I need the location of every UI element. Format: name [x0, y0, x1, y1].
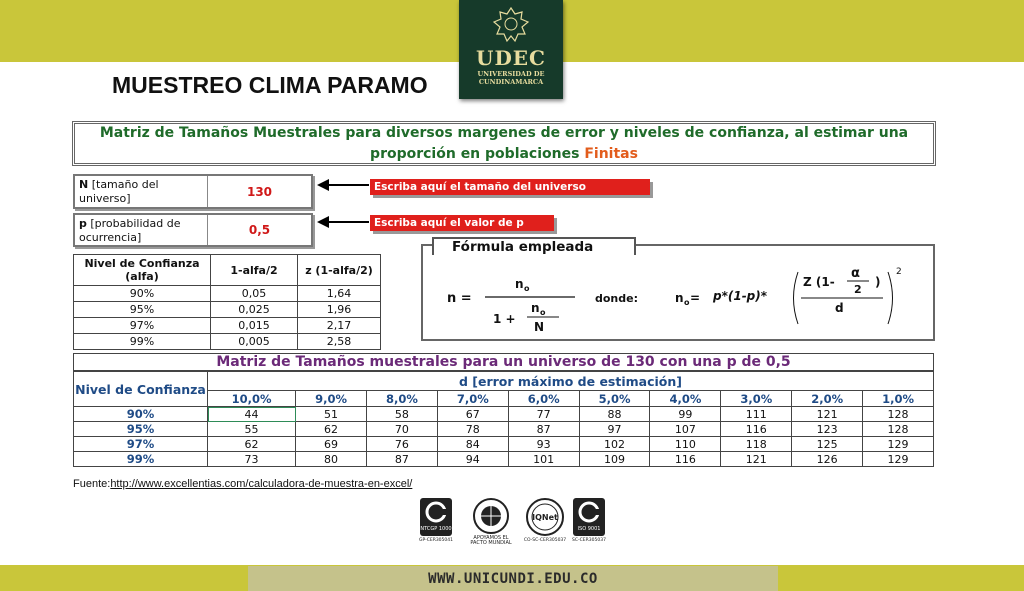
table-cell[interactable]: 80: [296, 452, 367, 467]
table-cell[interactable]: 77: [508, 407, 579, 422]
column-header: 4,0%: [650, 391, 721, 407]
table-cell[interactable]: 55: [208, 422, 296, 437]
table-cell[interactable]: 126: [792, 452, 863, 467]
universe-size-row: [73, 174, 313, 209]
table-cell[interactable]: 93: [508, 437, 579, 452]
formula-svg: [423, 256, 923, 340]
formula-inner-n0-sub: o: [540, 308, 546, 317]
table-cell: 0,025: [211, 302, 298, 318]
table-cell[interactable]: 67: [437, 407, 508, 422]
table-cell[interactable]: 111: [721, 407, 792, 422]
logo-name: UDEC: [476, 46, 546, 70]
formula-inner-n0: n: [531, 301, 540, 315]
table-row: [74, 452, 934, 467]
column-header: 9,0%: [296, 391, 367, 407]
probability-input[interactable]: 0,5: [248, 223, 271, 237]
arrow-line: [327, 184, 369, 186]
table-cell[interactable]: 78: [437, 422, 508, 437]
formula-numerator-sub: o: [524, 284, 530, 293]
table-cell[interactable]: 109: [579, 452, 650, 467]
page-title: MUESTREO CLIMA PARAMO: [112, 72, 428, 98]
table-cell: 2,58: [298, 334, 381, 350]
table-cell[interactable]: 87: [366, 452, 437, 467]
probability-label: p [probabilidad de ocurrencia]: [75, 215, 208, 245]
formula-n-eq: n =: [447, 291, 472, 306]
table-cell[interactable]: 129: [863, 437, 934, 452]
table-cell[interactable]: 107: [650, 422, 721, 437]
table-cell: 0,015: [211, 318, 298, 334]
table-row: [74, 422, 934, 437]
column-header: 1-alfa/2: [211, 255, 298, 286]
formula-two: 2: [854, 283, 862, 296]
cert-iso9001: ISO 9001 SC-CER305037: [570, 497, 608, 557]
source-prefix: Fuente:: [73, 478, 111, 490]
udec-emblem-icon: [491, 6, 531, 44]
source-line: [73, 478, 412, 490]
table-cell: 97%: [74, 318, 211, 334]
cert-global-compact: APOYAMOS EL PACTO MUNDIAL: [466, 497, 516, 557]
column-header: 2,0%: [792, 391, 863, 407]
matrix-header-row: [74, 372, 934, 391]
table-row: [74, 302, 381, 318]
formula-exponent: 2: [896, 267, 902, 277]
table-cell[interactable]: 129: [863, 452, 934, 467]
row-header: Nivel de Confianza: [74, 372, 208, 407]
table-cell: 90%: [74, 286, 211, 302]
table-cell: 1,64: [298, 286, 381, 302]
formula-alpha: α: [851, 266, 860, 281]
table-cell: 0,005: [211, 334, 298, 350]
svg-text:ISO 9001: ISO 9001: [577, 526, 601, 532]
table-cell[interactable]: 70: [366, 422, 437, 437]
formula-p-expr: p*(1-p)*: [713, 289, 768, 303]
table-row: [74, 437, 934, 452]
svg-text:NTCGP 1000: NTCGP 1000: [420, 526, 452, 532]
footer-banner: [248, 566, 778, 591]
column-header: z (1-alfa/2): [298, 255, 381, 286]
formula-d: d: [835, 301, 844, 315]
table-row: [74, 407, 934, 422]
table-cell: 2,17: [298, 318, 381, 334]
universe-size-input[interactable]: 130: [246, 184, 273, 199]
column-header: 7,0%: [437, 391, 508, 407]
table-row: [74, 286, 381, 302]
matrix-description-box: [72, 121, 936, 166]
table-cell[interactable]: 110: [650, 437, 721, 452]
formula-eq: =: [690, 291, 701, 305]
table-cell[interactable]: 116: [721, 422, 792, 437]
table-cell[interactable]: 58: [366, 407, 437, 422]
icontec-icon: [572, 497, 606, 537]
table-cell[interactable]: 73: [208, 452, 296, 467]
sample-size-matrix: [73, 371, 934, 467]
logo-sub-2: CUNDINAMARCA: [478, 78, 544, 86]
confidence-table: [73, 254, 381, 350]
table-row: [74, 334, 381, 350]
formula-one-plus: 1 +: [493, 312, 516, 326]
table-cell[interactable]: 44: [208, 407, 296, 422]
table-cell[interactable]: 121: [721, 452, 792, 467]
cert-ntcgp: NTCGP 1000 GP-CER305041: [418, 497, 454, 557]
table-cell: 1,96: [298, 302, 381, 318]
table-cell[interactable]: 87: [508, 422, 579, 437]
confidence-level: 95%: [74, 422, 208, 437]
table-cell[interactable]: 118: [721, 437, 792, 452]
formula-n0-left-sub: o: [684, 298, 690, 307]
table-cell[interactable]: 69: [296, 437, 367, 452]
table-cell[interactable]: 128: [863, 422, 934, 437]
column-header: 10,0%: [208, 391, 296, 407]
table-cell[interactable]: 88: [579, 407, 650, 422]
table-cell[interactable]: 51: [296, 407, 367, 422]
arrow-line: [327, 221, 369, 223]
source-link[interactable]: http://www.excellentias.com/calculadora-de-muestra-en-excel/: [110, 478, 413, 490]
table-cell[interactable]: 125: [792, 437, 863, 452]
cert-iqnet: IQNet CO-SC-CER305037: [522, 497, 568, 557]
description-highlight: Finitas: [584, 145, 638, 162]
universe-size-hint: Escriba aquí el tamaño del universo: [370, 179, 650, 195]
icontec-icon: [419, 497, 453, 537]
confidence-level: 90%: [74, 407, 208, 422]
table-cell[interactable]: 62: [296, 422, 367, 437]
table-cell[interactable]: 97: [579, 422, 650, 437]
formula-close: ): [875, 275, 881, 289]
confidence-level: 97%: [74, 437, 208, 452]
table-header-row: [74, 255, 381, 286]
formula-N: N: [534, 320, 545, 334]
matrix-title: Matriz de Tamaños muestrales para un universo de 130 con una p de 0,5: [73, 353, 934, 371]
table-cell[interactable]: 123: [792, 422, 863, 437]
probability-hint: Escriba aquí el valor de p: [370, 215, 554, 231]
table-cell[interactable]: 128: [863, 407, 934, 422]
table-cell[interactable]: 102: [579, 437, 650, 452]
column-header: 3,0%: [721, 391, 792, 407]
footer-website[interactable]: WWW.UNICUNDI.EDU.CO: [428, 570, 598, 587]
table-cell: 0,05: [211, 286, 298, 302]
column-header: 8,0%: [366, 391, 437, 407]
table-row: [74, 318, 381, 334]
table-cell[interactable]: 99: [650, 407, 721, 422]
formula-heading: Fórmula empleada: [432, 237, 636, 255]
universe-size-label: N [tamaño del universo]: [75, 176, 208, 207]
svg-text:IQNet: IQNet: [532, 513, 558, 522]
table-cell[interactable]: 76: [366, 437, 437, 452]
logo-sub-1: UNIVERSIDAD DE: [477, 70, 545, 78]
table-cell[interactable]: 101: [508, 452, 579, 467]
table-cell: 99%: [74, 334, 211, 350]
table-cell[interactable]: 84: [437, 437, 508, 452]
formula-n0-left: n: [675, 291, 684, 305]
column-header: 6,0%: [508, 391, 579, 407]
table-cell[interactable]: 62: [208, 437, 296, 452]
udec-logo: [459, 0, 563, 99]
probability-row: [73, 213, 313, 247]
table-cell[interactable]: 121: [792, 407, 863, 422]
formula-z-expr: Z (1-: [803, 275, 835, 289]
table-cell: 95%: [74, 302, 211, 318]
column-group-header: d [error máximo de estimación]: [208, 372, 934, 391]
column-header: 5,0%: [579, 391, 650, 407]
formula-numerator: n: [515, 277, 524, 291]
global-compact-icon: [472, 497, 510, 535]
table-cell[interactable]: 94: [437, 452, 508, 467]
description-text: Matriz de Tamaños Muestrales para diversos margenes de error y niveles de confianza, al estimar una proporción en poblaciones: [99, 124, 909, 162]
column-header: 1,0%: [863, 391, 934, 407]
iqnet-icon: [525, 497, 565, 537]
formula-donde: donde:: [595, 292, 638, 305]
confidence-level: 99%: [74, 452, 208, 467]
column-header: Nivel de Confianza (alfa): [74, 255, 211, 286]
table-cell[interactable]: 116: [650, 452, 721, 467]
